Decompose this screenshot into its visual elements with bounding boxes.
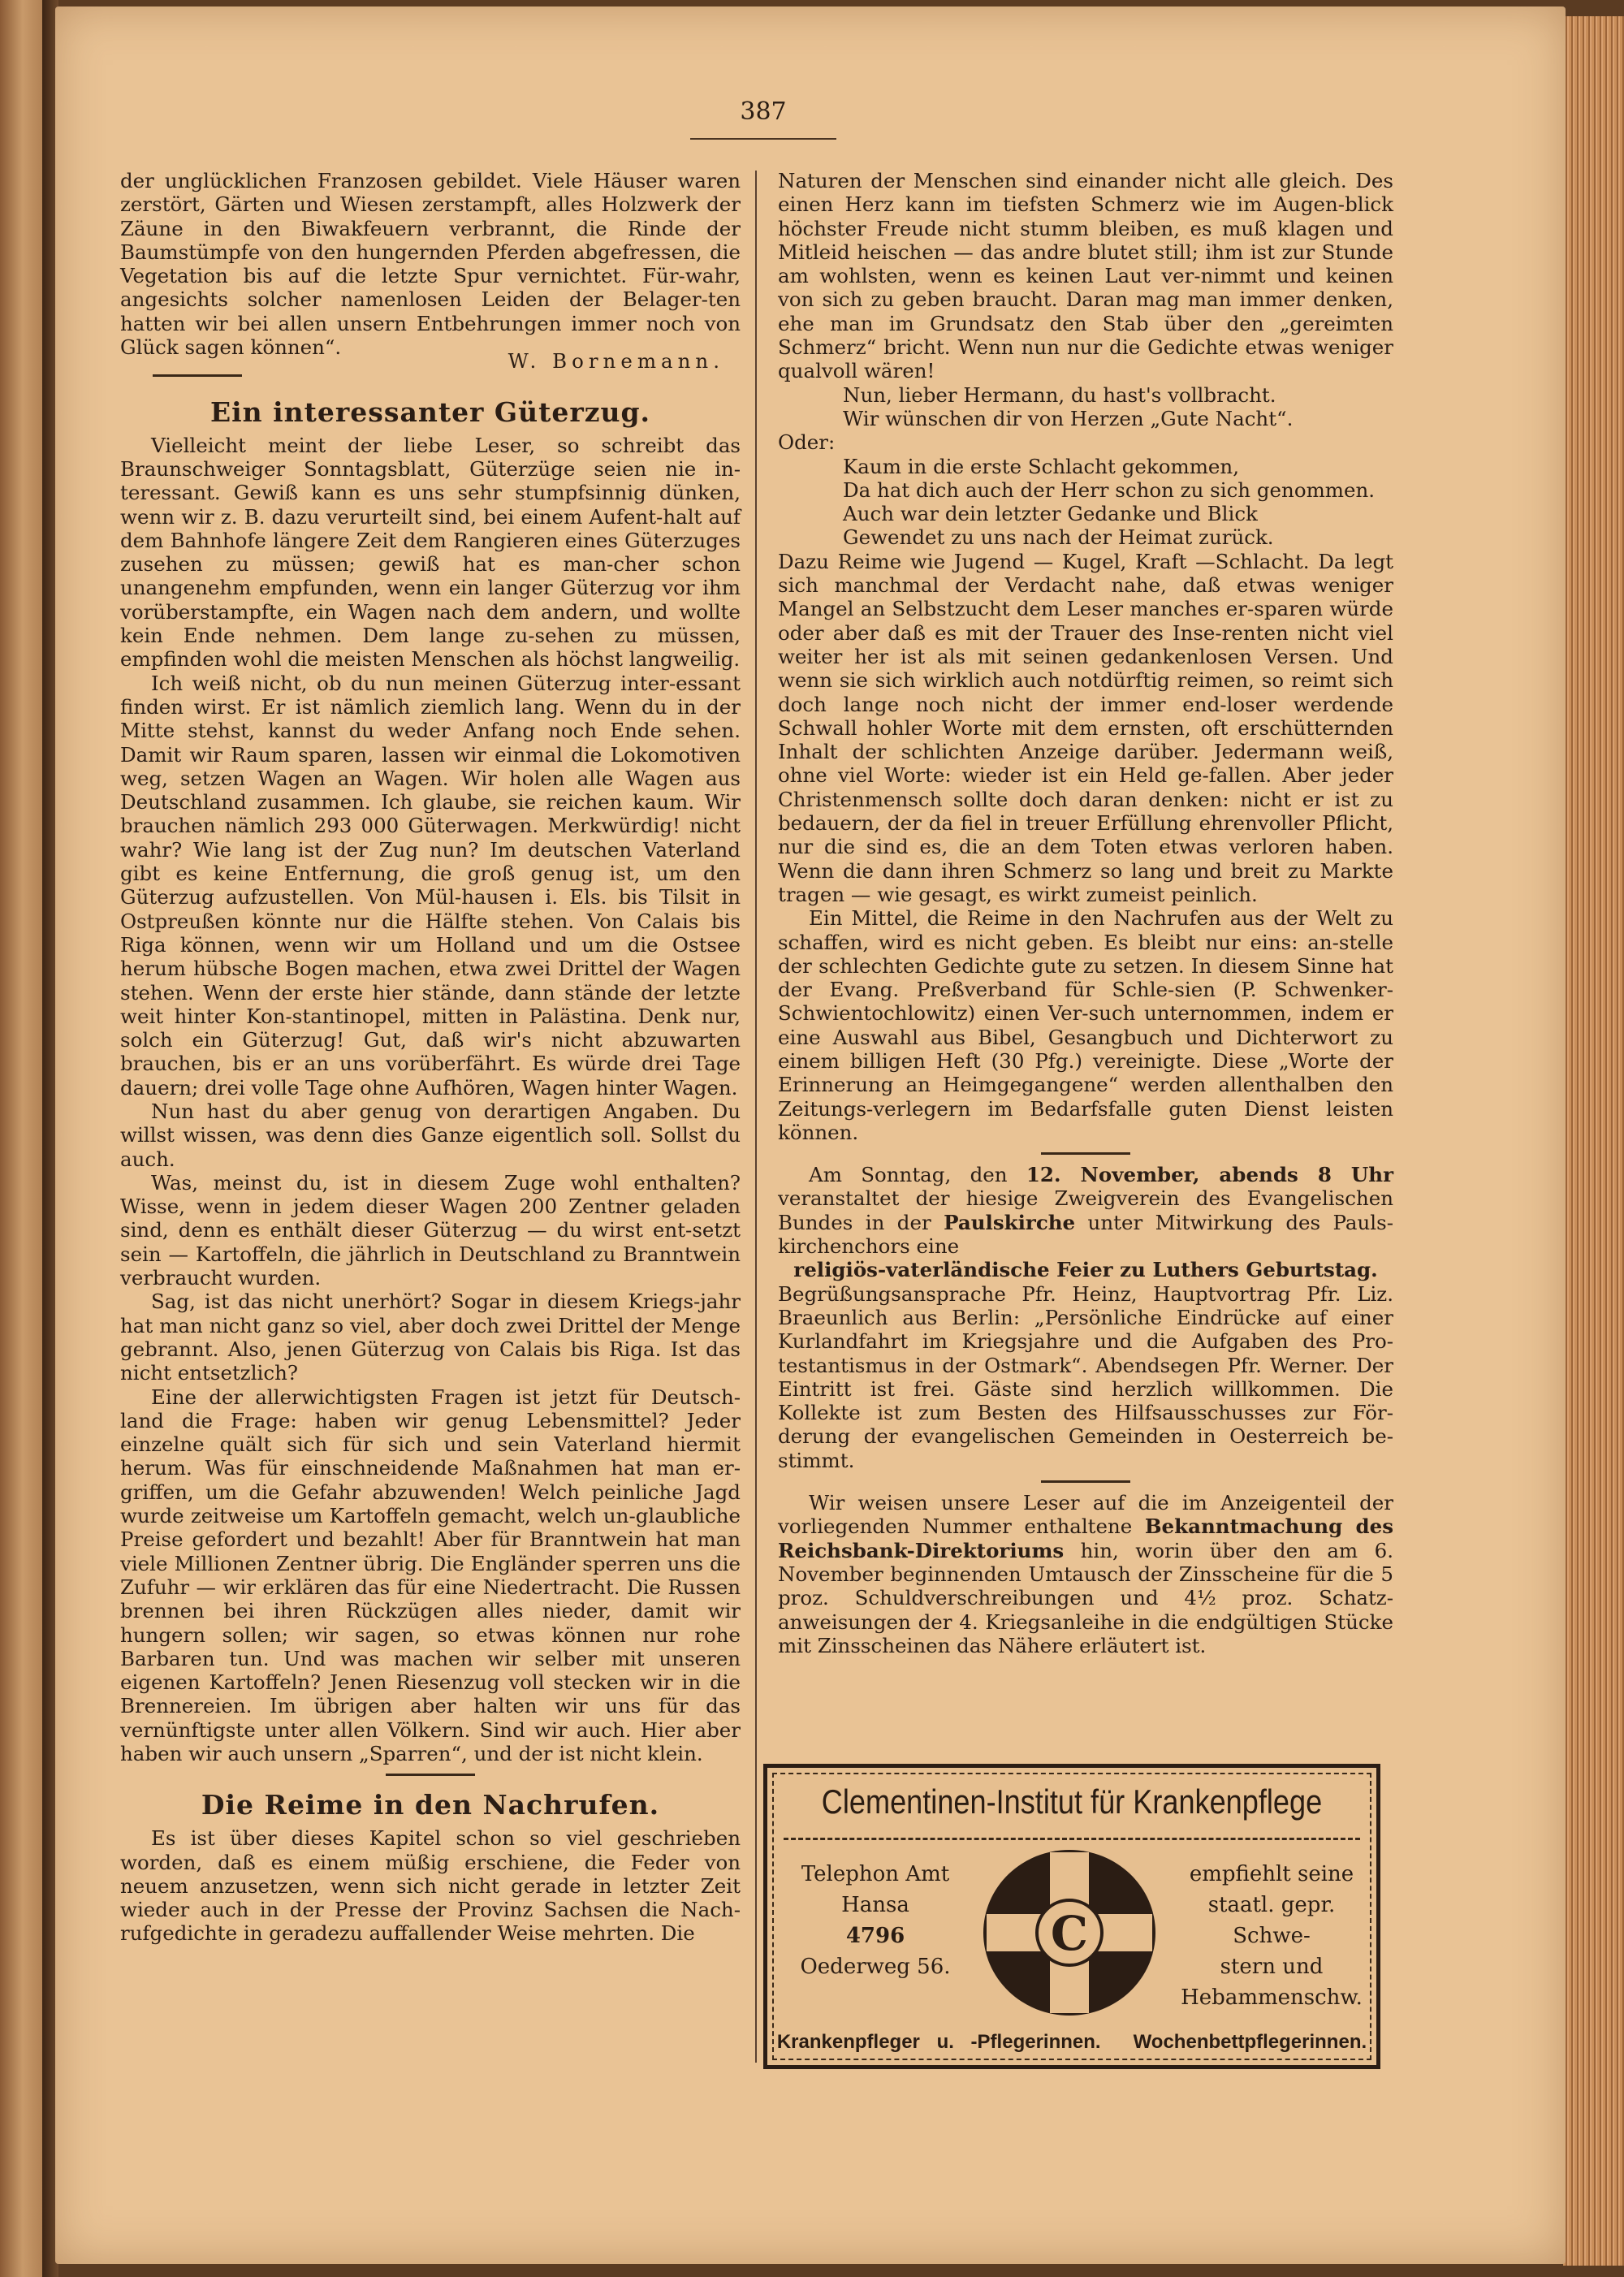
page-number: 387 [740,97,787,126]
poem-line: Da hat dich auch der Herr schon zu sich genommen. [843,477,1376,502]
section-title-gueterzug: Ein interessanter Güterzug. [209,395,651,428]
reichsbank-notice [778,1491,1393,1657]
reime-paragraph: Es ist über dieses Kapitel schon so viel geschrieben worden, daß es einem müßig erschiene, die Feder von neuem anzusetzen, wenn sich nicht gerade in letzter Zeit wieder auch in der Presse der Provinz Sachsen die Nach-rufgedichte in geradezu auffallender Weise mehrten. Die [120,1826,741,1946]
ad-contact-line: Hansa [841,1893,909,1917]
page-number-rule [690,138,836,140]
ad-contact-line: Telephon Amt [801,1862,950,1886]
poem-line: Auch war dein letzter Gedanke und Blick [843,502,1258,526]
quote-line: Wir wünschen dir von Herzen „Gute Nacht“. [843,406,1294,430]
emblem-letter: C [1050,1906,1089,1961]
intro-paragraph: der unglücklichen Franzosen gebildet. Viele Häuser waren zerstört, Gärten und Wiesen zerstampft, alles Holzwerk der Zäune in den Biwakfeuern verbrannt, die Rinde der Baumstümpfe von den hungernden Pferden abgefressen, die Vegetation bis auf die letzte Spur vernichtet. Für-wahr, angesichts solcher namenlosen Leiden der Belager-ten hatten wir bei allen unsern Entbehrungen immer noch von Glück sagen können“. [120,169,741,360]
ad-service-line: stern und [1220,1955,1324,1979]
ad-service-line: Hebammenschw. [1181,1985,1363,2010]
gueterzug-paragraph: Sag, ist das nicht unerhört? Sogar in diesem Kriegs-jahr hat man nicht ganz so viel, aber doch zwei Drittel der Menge gebrannt. Also, jenen Güterzug von Calais bis Riga. Ist das nicht entsetzlich? [120,1290,741,1385]
gueterzug-paragraph: Eine der allerwichtigsten Fragen ist jetzt für Deutsch-land die Frage: haben wir genug Lebensmittel? Jeder einzelne quält sich für sich und sein Vaterland hiermit herum. Was für einschneidende Maßnahmen hat man er-griffen, um die Gefahr abzuwenden! Welch peinliche Jagd wurde zeitweise um Kartoffeln gemacht, welch un-glaubliche Preise gefordert und bezahlt! Aber für Branntwein hat man viele Millionen Zentner übrig. Die Engländer sperren uns die Zufuhr — wir erklären das für eine Niedertracht. Die Russen brennen bei ihren Rückzügen alles nieder, damit wir hungern sollen; wir sagen, so etwas können nur rohe Barbaren tun. Und was machen wir selber mit unseren eigenen Kartoffeln? Jenen Riesenzug voll stecken wir in die Brennereien. Im übrigen aber halten wir uns für das vernünftigste unter allen Völkern. Sind wir auch. Hier aber haben wir auch unsern „Sparren“, und der ist nicht klein. [120,1385,741,1765]
section-title-reime: Die Reime in den Nachrufen. [201,1789,660,1821]
notice-details: Begrüßungsansprache Pfr. Heinz, Hauptvortrag Pfr. Liz. Braeunlich aus Berlin: „Persönliche Eindrücke auf einer Kurlandfahrt im Kriegsjahre und die Aufgaben des Pro-testantismus in der Ostmark“. Abendsegen Pfr. Werner. Der Eintritt ist frei. Gäste sind herzlich willkommen. Die Kollekte ist zum Besten des Hilfsausschusses zur För-derung der evangelischen Gemeinden in Oesterreich be-stimmt. [778,1281,1393,1472]
left-column [120,169,741,1946]
section-rule [1041,1152,1130,1155]
notice-text: veranstaltet der hiesige Zweigverein des Evangelischen Bundes in der [778,1186,1393,1234]
poem-block [843,455,1393,550]
oder-label: Oder: [778,430,836,455]
ad-service-line: staatl. gepr. Schwe- [1207,1893,1336,1948]
ad-footer-left: Krankenpfleger u. -Pflegerinnen. [776,2031,1101,2053]
notice-bold: Bekanntmachung des Reichsbank-Direktoriums [778,1514,1393,1562]
section-rule [386,1774,475,1776]
section-rule [153,374,242,377]
gueterzug-paragraph: Ich weiß nicht, ob du nun meinen Güterzug inter-essant finden wirst. Er ist nämlich ziemlich lang. Wenn du in der Mitte stehst, kannst du weder Anfang noch Ende sehen. Damit wir Raum sparen, lassen wir einmal die Lokomotiven weg, setzen Wagen an Wagen. Wir holen alle Wagen aus Deutschland zusammen. Ich glaube, sie reichen kaum. Wir brauchen nämlich 293 000 Güterwagen. Merkwürdig! nicht wahr? Wie lang ist der Zug nun? Im deutschen Vaterland gibt es keine Entfernung, die groß genug ist, um den Güterzug aufzustellen. Von Mül-hausen i. Els. bis Tilsit in Ostpreußen könnte nur die Hälfte stehen. Von Calais bis Riga können, wenn wir um Holland und um die Ostsee herum hübsche Bogen machen, etwa zwei Drittel der Wagen stehen. Wenn der erste hier stände, dann stände der letzte weit hinter Kon-stantinopel, mitten in Palästina. Denk nur, solch ein Güterzug! Gut, daß wir's nicht abzuwarten brauchen, bis er an uns vorüberfährt. Es würde drei Tage dauern; drei volle Tage ohne Aufhören, Wagen hinter Wagen. [120,671,741,1100]
luther-feier-notice [778,1163,1393,1258]
reime-paragraph: Dazu Reime wie Jugend — Kugel, Kraft —Schlacht. Da legt sich manchmal der Verdacht nahe, daß etwas weniger Mangel an Selbstzucht dem Leser manches er-sparen würde oder aber daß es mit der Trauer des Inse-renten nicht viel weiter her ist als mit seinen gedankenlosen Versen. Und wenn sie sich wirklich auch notdürftig reimen, so reimt sich doch lange noch nicht der immer end-loser werdende Schwall hohler Worte mit dem ernsten, oft erschütternden Inhalt der schlichten Anzeige darüber. Jedermann weiß, ohne viel Worte: wieder ist ein Held ge-fallen. Aber jeder Christenmensch sollte doch daran denken: nicht er ist zu bedauern, der da fiel in treuer Erfüllung ehrenvoller Pflicht, nur die sind es, die an dem Toten etwas verloren haben. Wenn die dann ihren Schmerz so lang und breit zu Markte tragen — wie gesagt, es wirkt zumeist peinlich. [778,549,1393,906]
red-cross-emblem-icon [980,1847,1159,2018]
poem-line: Gewendet zu uns nach der Heimat zurück. [843,525,1274,550]
ad-title: Clementinen-Institut für Krankenpflege [821,1782,1323,1821]
gueterzug-paragraph: Was, meinst du, ist in diesem Zuge wohl enthalten? Wisse, wenn in jedem dieser Wagen 200 Zentner geladen sind, denn es enthält dieser Güterzug — du wirst ent-setzt sein — Kartoffeln, die jährlich in Deutschland zu Branntwein verbraucht wurden. [120,1170,741,1290]
notice-text: Wir weisen unsere Leser auf die im Anzeigenteil der vorliegenden Nummer enthaltene [778,1491,1393,1539]
gueterzug-paragraph: Nun hast du aber genug von derartigen Angaben. Du willst wissen, was denn dies Ganze eigentlich soll. Sollst du auch. [120,1099,741,1171]
notice-text: hin, worin über den am 6. November beginnenden Umtausch der Zinsscheine für die 5 proz. Schuldverschreibungen und 4½ proz. Schatz-anweisungen der 4. Kriegsanleihe in die endgültigen Stücke mit Zinsscheinen das Nähere erläutert ist. [778,1538,1393,1657]
ad-phone-number: 4796 [845,1924,905,1948]
ad-services-block [1178,1859,1365,2013]
section-rule [1041,1480,1130,1483]
gueterzug-paragraph: Vielleicht meint der liebe Leser, so schreibt das Braunschweiger Sonntagsblatt, Güterzüge seien nie in-teressant. Gewiß kann es uns sehr stumpfsinnig dünken, wenn wir z. B. dazu verurteilt sind, bei einem Aufent-halt auf dem Bahnhofe längere Zeit dem Rangieren eines Güterzuges zusehen zu müssen; gewiß hat es man-cher schon unangenehm empfunden, wenn ein langer Güterzug vor ihm vorüberstampfte, ein Wagen nach dem andern, und wollte kein Ende nehmen. Dem lange zu-sehen zu müssen, empfinden wohl die meisten Menschen als höchst langweilig. [120,433,741,672]
notice-text: unter Mitwirkung des Pauls-kirchenchors eine [778,1210,1393,1259]
notice-event-title: religiös-vaterländische Feier zu Luthers Geburtstag. [793,1258,1378,1282]
author-signature: W. Bornemann. [508,349,724,374]
ad-footer-right: Wochenbettpflegerinnen. [1133,2031,1367,2053]
ad-address: Oederweg 56. [800,1955,951,1979]
reime-paragraph: Ein Mittel, die Reime in den Nachrufen aus der Welt zu schaffen, wird es nicht geben. Es bleibt nur eins: an-stelle der schlechten Gedichte gute zu setzen. In diesem Sinne hat der Evang. Preßverband für Schle-sien (P. Schwenker-Schwientochlowitz) einen Ver-such unternommen, indem er eine Auswahl aus Bibel, Gesangbuch und Dichterwort zu einem billigen Heft (30 Pfg.) vereinigte. Diese „Worte der Erinnerung an Heimgegangene“ werden allenthalben den Zeitungs-verlegern im Bedarfsfalle guten Dienst leisten können. [778,906,1393,1144]
notice-text: Am Sonntag, den [809,1163,1026,1187]
column-divider [755,171,757,2063]
notice-church: Paulskirche [944,1210,1076,1234]
right-column [778,169,1393,1657]
quote-line: Nun, lieber Hermann, du hast's vollbracht. [843,382,1276,407]
ad-contact-block [782,1859,969,1982]
reime-continuation: Naturen der Menschen sind einander nicht alle gleich. Des einen Herz kann im tiefsten Schmerz wie im Augen-blick höchster Freude nicht stumm bleiben, es muß klagen und Mitleid heischen — das andre blutet still; ihm ist zur Stunde am wohlsten, wenn es keinen Laut ver-nimmt und keinen von sich zu geben braucht. Daran mag man immer denken, ehe man im Grundsatz den Stab über den „gereimten Schmerz“ bricht. Wenn nun nur die Gedichte etwas weniger qualvoll wären! [778,169,1393,383]
notice-date: 12. November, abends 8 Uhr [1026,1163,1394,1187]
ad-footer [767,2031,1376,2054]
page-stack-edge [1563,16,1624,2266]
clementinen-advertisement [763,1764,1380,2069]
ad-service-line: empfiehlt seine [1189,1862,1354,1886]
ad-divider [784,1838,1360,1840]
poem-line: Kaum in die erste Schlacht gekommen, [843,454,1240,478]
